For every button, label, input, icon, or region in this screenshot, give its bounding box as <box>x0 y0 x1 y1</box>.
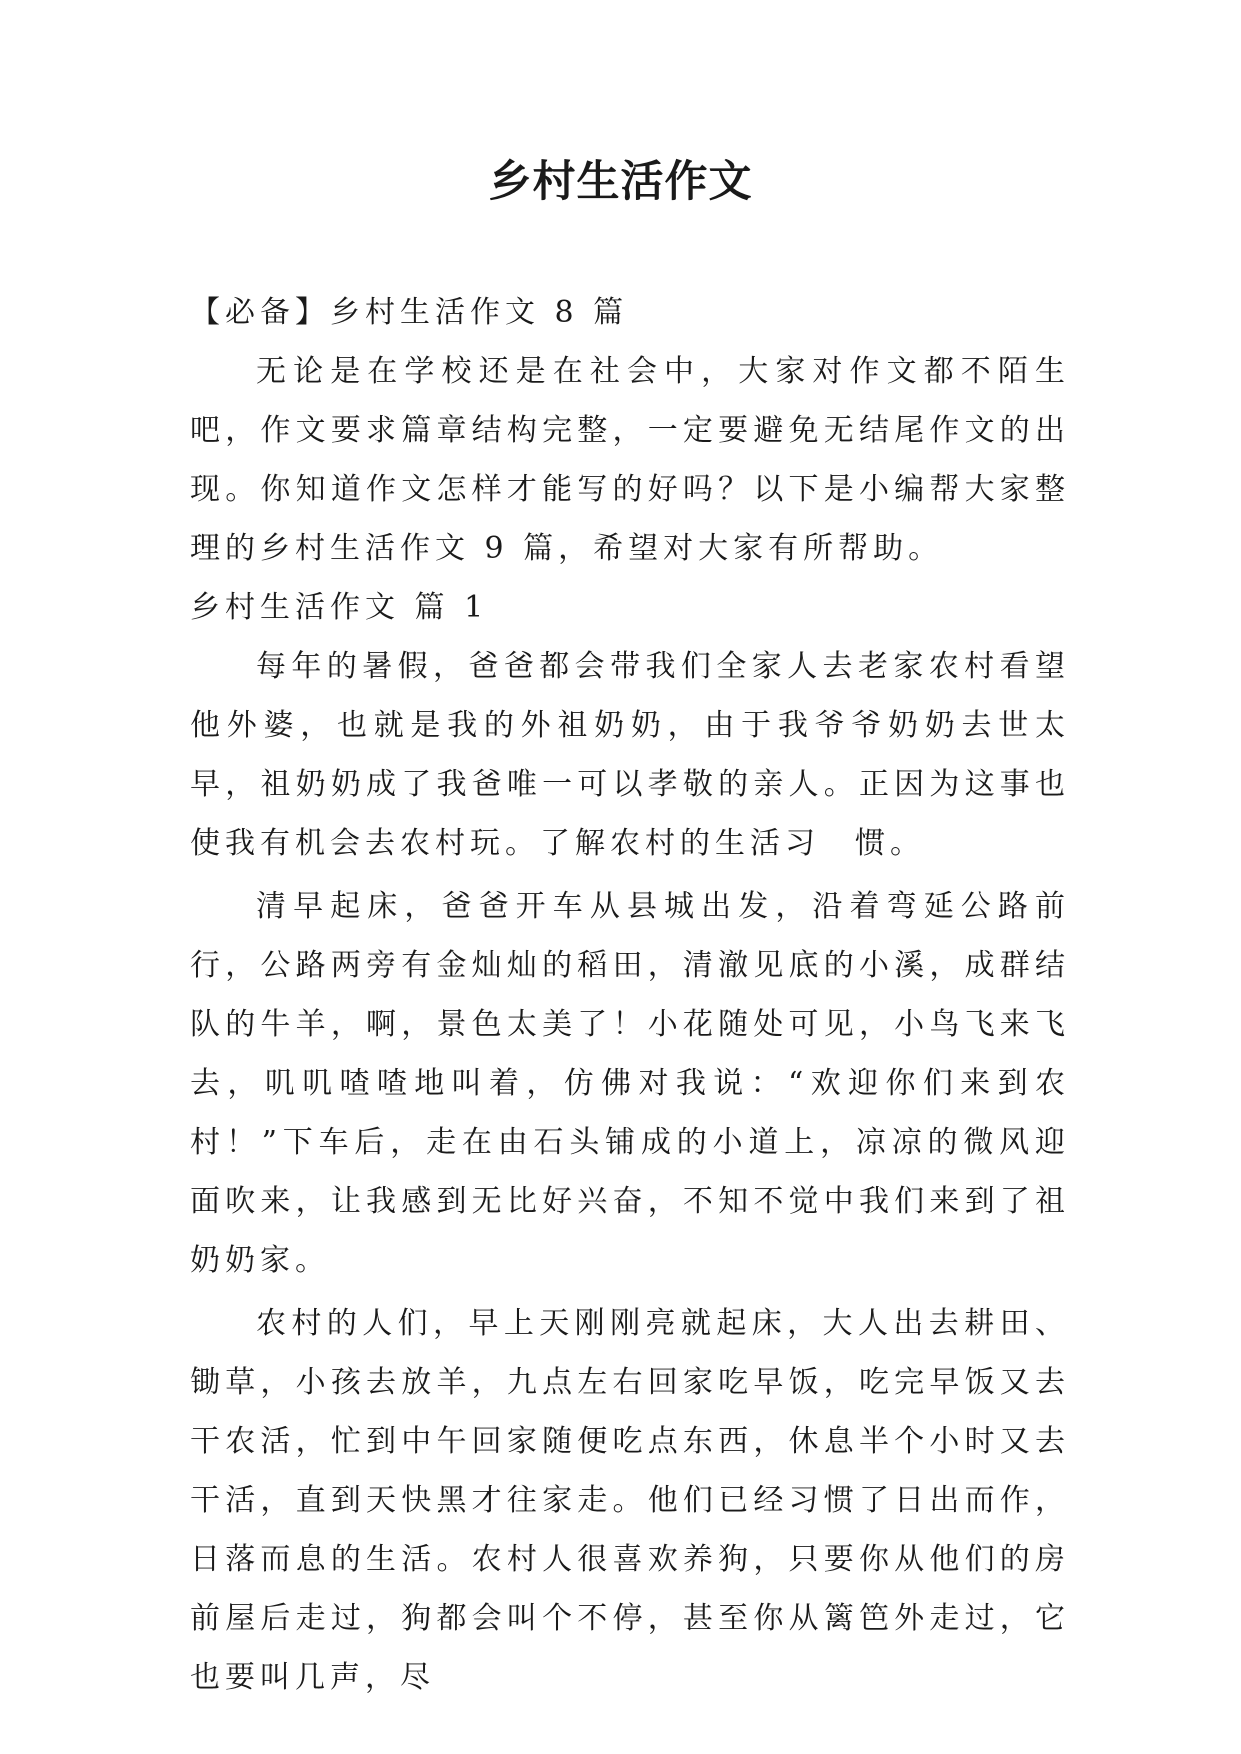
body-paragraph: 农村的人们，早上天刚刚亮就起床，大人出去耕田、锄草，小孩去放羊，九点左右回家吃早饭，吃完早饭又去干农活，忙到中午回家随便吃点东西，休息半个小时又去干活，直到天快黑才往家走。他们已经习惯了日出而作，日落而息的生活。农村人很喜欢养狗，只要你从他们的房前屋后走过，狗都会叫个不停，甚至你从篱笆外走过，它也要叫几声，尽 <box>190 1306 1070 1695</box>
page-title: 乡村生活作文 <box>488 157 753 207</box>
body-paragraph: 清早起床，爸爸开车从县城出发，沿着弯延公路前行，公路两旁有金灿灿的稻田，清澈见底的小溪，成群结队的牛羊，啊，景色太美了！小花随处可见，小鸟飞来飞去，叽叽喳喳地叫着，仿佛对我说：“欢迎你们来到农村！”下车后，走在由石头铺成的小道上，凉凉的微风迎面吹来，让我感到无比好兴奋，不知不觉中我们来到了祖奶奶家。 <box>190 889 1070 1278</box>
document-body <box>190 283 1070 1707</box>
document-subtitle: 【必备】乡村生活作文 8 篇 <box>190 295 629 330</box>
intro-paragraph: 无论是在学校还是在社会中，大家对作文都不陌生吧，作文要求篇章结构完整，一定要避免无结尾作文的出现。你知道作文怎样才能写的好吗？以下是小编帮大家整理的乡村生活作文 9 篇，希望对大家有所帮助。 <box>190 354 1070 566</box>
body-paragraph: 每年的暑假，爸爸都会带我们全家人去老家农村看望他外婆，也就是我的外祖奶奶，由于我爷爷奶奶去世太早，祖奶奶成了我爸唯一可以孝敬的亲人。正因为这事也使我有机会去农村玩。了解农村的生活习 惯。 <box>190 649 1070 861</box>
section-heading: 乡村生活作文 篇 1 <box>190 590 489 625</box>
